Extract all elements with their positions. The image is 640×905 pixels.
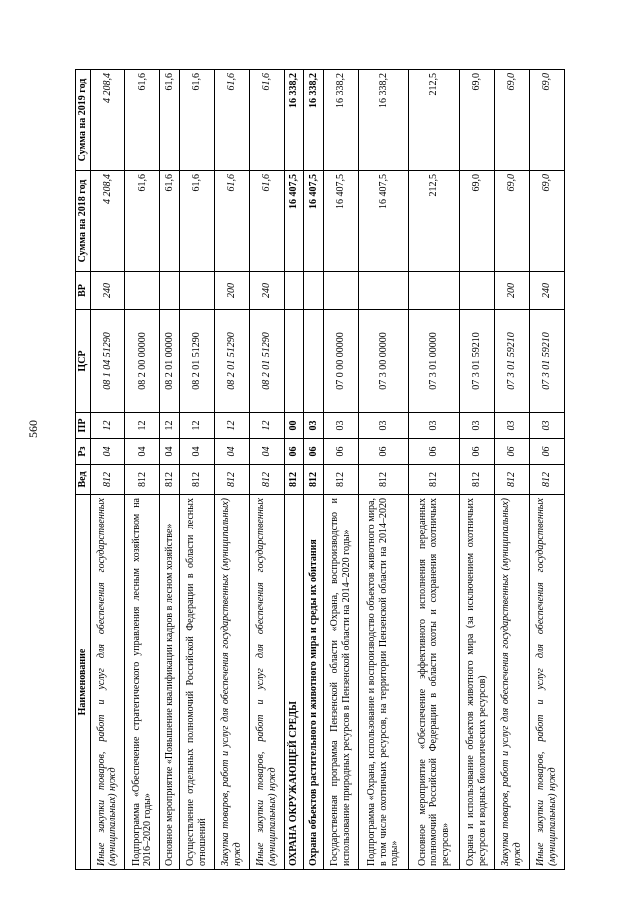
cell-vr: 240 <box>529 272 564 310</box>
cell-vr <box>358 272 408 310</box>
cell-ved: 812 <box>160 465 180 495</box>
cell-vr <box>125 272 160 310</box>
cell-ved: 812 <box>304 465 324 495</box>
cell-sum2018: 212,5 <box>409 171 459 272</box>
cell-pr: 12 <box>125 413 160 439</box>
table-header-row <box>76 70 91 870</box>
cell-sum2019: 16 338,2 <box>284 70 304 171</box>
cell-sum2018: 61,6 <box>249 171 284 272</box>
cell-csr: 08 2 01 51290 <box>249 310 284 413</box>
cell-name: Осуществление отдельных полномочий Российской Федерации в области лесных отношений <box>179 495 214 870</box>
cell-vr: 200 <box>214 272 249 310</box>
cell-pr: 12 <box>90 413 125 439</box>
cell-ved: 812 <box>90 465 125 495</box>
cell-pr: 12 <box>179 413 214 439</box>
cell-name: Основное мероприятие «Повышение квалификации кадров в лесном хозяйстве» <box>160 495 180 870</box>
cell-ved: 812 <box>323 465 358 495</box>
cell-sum2018: 69,0 <box>529 171 564 272</box>
table-row <box>179 70 214 870</box>
table-row <box>529 70 564 870</box>
cell-csr: 08 2 01 00000 <box>160 310 180 413</box>
cell-vr <box>459 272 494 310</box>
cell-sum2019: 69,0 <box>494 70 529 171</box>
rotated-page-content <box>75 70 565 870</box>
header-name: Наименование <box>76 495 91 870</box>
table-row <box>494 70 529 870</box>
cell-rz: 06 <box>409 439 459 465</box>
cell-rz: 06 <box>459 439 494 465</box>
header-sum-2018: Сумма на 2018 год <box>76 171 91 272</box>
cell-pr: 03 <box>409 413 459 439</box>
cell-sum2019: 4 208,4 <box>90 70 125 171</box>
cell-pr: 12 <box>249 413 284 439</box>
table-row <box>284 70 304 870</box>
cell-sum2019: 61,6 <box>214 70 249 171</box>
cell-rz: 06 <box>494 439 529 465</box>
cell-csr <box>304 310 324 413</box>
cell-csr: 07 0 00 00000 <box>323 310 358 413</box>
cell-rz: 06 <box>529 439 564 465</box>
cell-sum2019: 16 338,2 <box>323 70 358 171</box>
cell-pr: 03 <box>323 413 358 439</box>
cell-name: Государственная программа Пензенской области «Охрана, воспроизводство и использование природных ресурсов в Пензенской области на 2014–2020 годы» <box>323 495 358 870</box>
cell-csr: 08 2 01 51290 <box>214 310 249 413</box>
cell-vr: 240 <box>90 272 125 310</box>
header-sum-2019: Сумма на 2019 год <box>76 70 91 171</box>
cell-name: Закупка товаров, работ и услуг для обеспечения государственных (муниципальных) нужд <box>214 495 249 870</box>
page-number: 560 <box>26 420 40 438</box>
cell-vr <box>160 272 180 310</box>
cell-sum2019: 61,6 <box>249 70 284 171</box>
cell-pr: 03 <box>459 413 494 439</box>
header-vr: ВР <box>76 272 91 310</box>
cell-csr: 08 2 01 51290 <box>179 310 214 413</box>
cell-sum2019: 69,0 <box>459 70 494 171</box>
cell-name: Охрана и использование объектов животного мира (за исключением охотничьих ресурсов и водных биологических ресурсов) <box>459 495 494 870</box>
cell-sum2019: 69,0 <box>529 70 564 171</box>
table-row <box>304 70 324 870</box>
cell-sum2018: 61,6 <box>125 171 160 272</box>
cell-csr: 07 3 01 00000 <box>409 310 459 413</box>
cell-vr <box>179 272 214 310</box>
cell-rz: 06 <box>284 439 304 465</box>
cell-ved: 812 <box>409 465 459 495</box>
header-csr: ЦСР <box>76 310 91 413</box>
cell-csr: 08 2 00 00000 <box>125 310 160 413</box>
cell-ved: 812 <box>179 465 214 495</box>
cell-pr: 03 <box>304 413 324 439</box>
cell-ved: 812 <box>459 465 494 495</box>
cell-rz: 04 <box>249 439 284 465</box>
cell-vr: 200 <box>494 272 529 310</box>
cell-ved: 812 <box>358 465 408 495</box>
cell-csr: 07 3 01 59210 <box>529 310 564 413</box>
table-row <box>214 70 249 870</box>
header-rz: Рз <box>76 439 91 465</box>
table-row <box>409 70 459 870</box>
cell-name: Подпрограмма «Обеспечение стратегического управления лесным хозяйством на 2016–2020 годы» <box>125 495 160 870</box>
cell-rz: 04 <box>125 439 160 465</box>
table-row <box>125 70 160 870</box>
cell-name: ОХРАНА ОКРУЖАЮЩЕЙ СРЕДЫ <box>284 495 304 870</box>
cell-rz: 06 <box>323 439 358 465</box>
cell-pr: 12 <box>214 413 249 439</box>
cell-sum2018: 69,0 <box>459 171 494 272</box>
table-row <box>358 70 408 870</box>
cell-rz: 04 <box>179 439 214 465</box>
cell-name: Иные закупки товаров, работ и услуг для обеспечения государственных (муниципальных) нужд <box>529 495 564 870</box>
table-row <box>249 70 284 870</box>
cell-sum2018: 61,6 <box>160 171 180 272</box>
cell-ved: 812 <box>249 465 284 495</box>
cell-rz: 04 <box>90 439 125 465</box>
cell-rz: 04 <box>214 439 249 465</box>
cell-csr <box>284 310 304 413</box>
cell-csr: 08 1 04 51290 <box>90 310 125 413</box>
table-row <box>160 70 180 870</box>
cell-sum2019: 16 338,2 <box>358 70 408 171</box>
cell-sum2018: 4 208,4 <box>90 171 125 272</box>
cell-csr: 07 3 01 59210 <box>494 310 529 413</box>
table-row <box>323 70 358 870</box>
cell-sum2018: 16 407,5 <box>323 171 358 272</box>
cell-ved: 812 <box>284 465 304 495</box>
cell-sum2019: 61,6 <box>125 70 160 171</box>
cell-ved: 812 <box>494 465 529 495</box>
header-pr: ПР <box>76 413 91 439</box>
cell-sum2019: 16 338,2 <box>304 70 324 171</box>
cell-sum2019: 212,5 <box>409 70 459 171</box>
budget-table <box>75 69 565 870</box>
cell-ved: 812 <box>214 465 249 495</box>
table-row <box>459 70 494 870</box>
cell-rz: 06 <box>358 439 408 465</box>
cell-vr: 240 <box>249 272 284 310</box>
cell-sum2019: 61,6 <box>160 70 180 171</box>
cell-ved: 812 <box>125 465 160 495</box>
cell-vr <box>323 272 358 310</box>
cell-sum2018: 16 407,5 <box>358 171 408 272</box>
cell-name: Иные закупки товаров, работ и услуг для обеспечения государственных (муниципальных) нужд <box>249 495 284 870</box>
cell-name: Подпрограмма «Охрана, использование и воспроизводство объектов животного мира, в том числе охотничьих ресурсов, на территории Пензенской области на 2014–2020 годы» <box>358 495 408 870</box>
cell-name: Основное мероприятие «Обеспечение эффективного исполнения переданных полномочий Российской Федерации в области охоты и сохранения охотничьих ресурсов» <box>409 495 459 870</box>
cell-pr: 12 <box>160 413 180 439</box>
cell-csr: 07 3 00 00000 <box>358 310 408 413</box>
cell-rz: 04 <box>160 439 180 465</box>
cell-sum2018: 69,0 <box>494 171 529 272</box>
cell-vr <box>284 272 304 310</box>
header-ved: Вед <box>76 465 91 495</box>
cell-sum2018: 61,6 <box>214 171 249 272</box>
cell-vr <box>409 272 459 310</box>
cell-pr: 03 <box>529 413 564 439</box>
cell-pr: 03 <box>494 413 529 439</box>
table-row <box>90 70 125 870</box>
cell-name: Иные закупки товаров, работ и услуг для обеспечения государственных (муниципальных) нужд <box>90 495 125 870</box>
cell-sum2019: 61,6 <box>179 70 214 171</box>
cell-pr: 00 <box>284 413 304 439</box>
cell-sum2018: 16 407,5 <box>304 171 324 272</box>
cell-rz: 06 <box>304 439 324 465</box>
cell-csr: 07 3 01 59210 <box>459 310 494 413</box>
table-body <box>90 70 565 870</box>
cell-pr: 03 <box>358 413 408 439</box>
cell-sum2018: 61,6 <box>179 171 214 272</box>
cell-name: Охрана объектов растительного и животного мира и среды их обитания <box>304 495 324 870</box>
cell-vr <box>304 272 324 310</box>
cell-ved: 812 <box>529 465 564 495</box>
cell-name: Закупка товаров, работ и услуг для обеспечения государственных (муниципальных) нужд <box>494 495 529 870</box>
cell-sum2018: 16 407,5 <box>284 171 304 272</box>
